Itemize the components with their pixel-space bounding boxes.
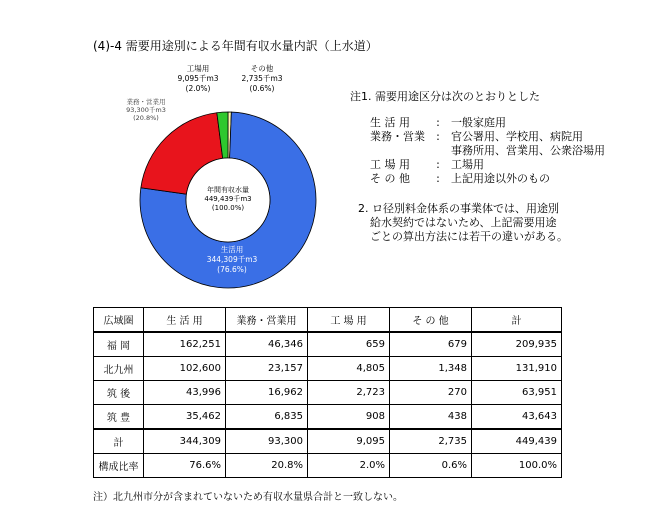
page-title: (4)-4 需要用途別による年間有収水量内訳（上水道） xyxy=(93,39,378,53)
table-cell: 23,157 xyxy=(226,357,308,381)
row-header: 計 xyxy=(94,429,144,454)
slice-label-value: 344,309千m3 xyxy=(206,255,258,264)
definition-row xyxy=(370,158,650,172)
table-cell: 76.6% xyxy=(144,454,226,478)
table-cell: 2,735 xyxy=(390,429,472,454)
table-cell: 209,935 xyxy=(472,332,562,357)
row-header: 北九州 xyxy=(94,357,144,381)
table-cell: 2,723 xyxy=(308,381,390,405)
slice-label-sonota xyxy=(232,64,292,94)
table-cell: 6,835 xyxy=(226,405,308,430)
definition-desc: 工場用 xyxy=(451,158,484,171)
definition-colon: : xyxy=(436,130,440,143)
table-header: 工 場 用 xyxy=(308,308,390,333)
table-row xyxy=(94,405,562,430)
slice-label-pct: (76.6%) xyxy=(217,265,247,274)
definition-list xyxy=(370,116,650,186)
table-row xyxy=(94,381,562,405)
table-cell: 46,346 xyxy=(226,332,308,357)
table-cell: 102,600 xyxy=(144,357,226,381)
table-cell: 93,300 xyxy=(226,429,308,454)
slice-label-pct: (20.8%) xyxy=(133,114,159,122)
definition-term: 業務・営業 xyxy=(370,130,425,143)
data-table xyxy=(93,307,562,478)
definition-colon: : xyxy=(436,116,440,129)
table-cell: 43,643 xyxy=(472,405,562,430)
table-cell: 100.0% xyxy=(472,454,562,478)
slice-label-value: 93,300千m3 xyxy=(126,106,166,114)
row-header: 福 岡 xyxy=(94,332,144,357)
slice-label-name: 工場用 xyxy=(186,64,210,73)
definition-row xyxy=(370,130,650,144)
table-header: 広域圏 xyxy=(94,308,144,333)
note-2-line: ごとの算出方法には若干の違いがある。 xyxy=(370,230,568,243)
definition-row xyxy=(370,144,650,158)
table-cell: 908 xyxy=(308,405,390,430)
table-cell: 35,462 xyxy=(144,405,226,430)
table-header: 業務・営業用 xyxy=(226,308,308,333)
table-header: 生 活 用 xyxy=(144,308,226,333)
table-cell: 4,805 xyxy=(308,357,390,381)
row-header: 筑 豊 xyxy=(94,405,144,430)
table-cell: 63,951 xyxy=(472,381,562,405)
definition-term: そ の 他 xyxy=(370,172,410,185)
footnote: 注）北九州市分が含まれていないため有収水量県合計と一致しない。 xyxy=(93,492,403,503)
table-row-ratio xyxy=(94,454,562,478)
row-header: 筑 後 xyxy=(94,381,144,405)
slice-label-name: その他 xyxy=(250,64,274,73)
table-row xyxy=(94,332,562,357)
table-cell: 679 xyxy=(390,332,472,357)
table-cell: 20.8% xyxy=(226,454,308,478)
definition-row xyxy=(370,116,650,130)
slice-label-gyomu xyxy=(106,98,186,122)
row-header: 構成比率 xyxy=(94,454,144,478)
slice-label-name: 生活用 xyxy=(220,245,244,254)
center-label xyxy=(190,186,266,213)
definition-colon: : xyxy=(436,158,440,171)
table-cell: 449,439 xyxy=(472,429,562,454)
definition-term: 工 場 用 xyxy=(370,158,410,171)
definition-desc: 一般家庭用 xyxy=(451,116,506,129)
table-row xyxy=(94,357,562,381)
table-cell: 1,348 xyxy=(390,357,472,381)
table-row-total xyxy=(94,429,562,454)
slice-label-pct: (0.6%) xyxy=(249,84,275,93)
table-header-row xyxy=(94,308,562,333)
center-label-title: 年間有収水量 xyxy=(207,186,249,194)
table-cell: 162,251 xyxy=(144,332,226,357)
slice-label-seikatsu xyxy=(192,245,272,275)
table-cell: 43,996 xyxy=(144,381,226,405)
table-cell: 9,095 xyxy=(308,429,390,454)
note-2-line: 給水契約ではないため、上記需要用途 xyxy=(370,216,557,229)
table-cell: 16,962 xyxy=(226,381,308,405)
definition-desc: 上記用途以外のもの xyxy=(451,172,550,185)
table-cell: 344,309 xyxy=(144,429,226,454)
center-label-value: 449,439千m3 xyxy=(204,195,252,203)
definition-term: 生 活 用 xyxy=(370,116,410,129)
definition-desc: 官公署用、学校用、病院用 xyxy=(451,130,583,143)
note-1: 注1. 需要用途区分は次のとおりとした xyxy=(350,90,540,103)
slice-label-value: 9,095千m3 xyxy=(177,74,219,83)
slice-label-value: 2,735千m3 xyxy=(241,74,283,83)
definition-term xyxy=(370,144,425,158)
definition-desc: 事務所用、営業用、公衆浴場用 xyxy=(451,144,605,157)
slice-label-name: 業務・営業用 xyxy=(126,98,166,106)
table-cell: 0.6% xyxy=(390,454,472,478)
definition-colon xyxy=(425,144,451,158)
table-cell: 131,910 xyxy=(472,357,562,381)
notes xyxy=(350,90,650,244)
table-header: 計 xyxy=(472,308,562,333)
definition-row xyxy=(370,172,650,186)
table-cell: 438 xyxy=(390,405,472,430)
table-cell: 270 xyxy=(390,381,472,405)
definition-colon: : xyxy=(436,172,440,185)
note-2 xyxy=(358,202,588,244)
center-label-pct: (100.0%) xyxy=(211,204,245,212)
table-cell: 659 xyxy=(308,332,390,357)
note-2-line: 2. ロ径別料金体系の事業体では、用途別 xyxy=(358,202,559,215)
slice-label-pct: (2.0%) xyxy=(185,84,211,93)
table-cell: 2.0% xyxy=(308,454,390,478)
table-header: そ の 他 xyxy=(390,308,472,333)
slice-label-kojo xyxy=(168,64,228,94)
